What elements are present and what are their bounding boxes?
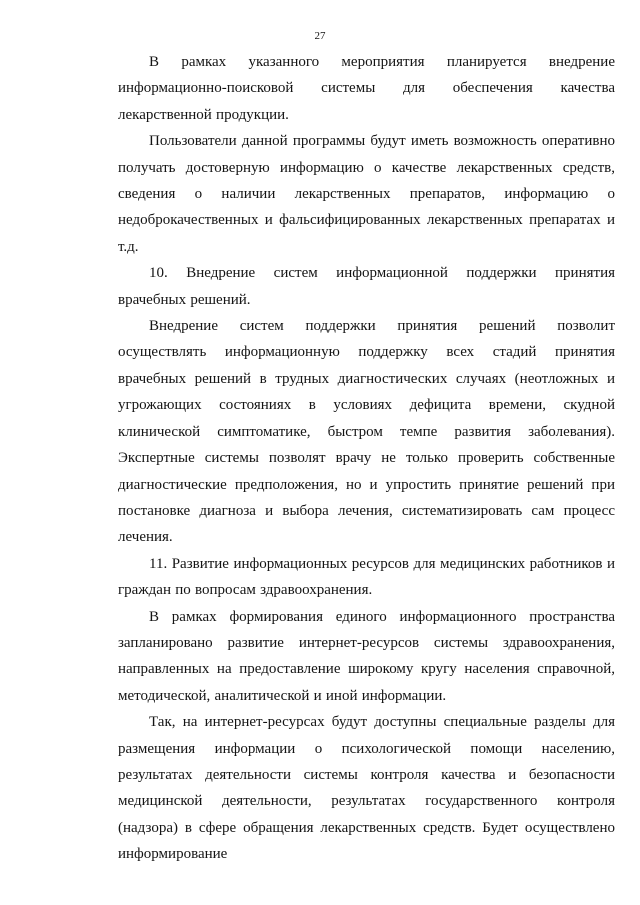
paragraph-internet-resources: Так, на интернет-ресурсах будут доступны специальные разделы для размещения информации о психологической помощи населению, результатах деятельности системы контроля качества и безопасности медицинской деятельности, результатах государственного контроля (надзора) в сфере обращения лекарственных средств. Будет осуществлено информирование xyxy=(118,714,615,863)
section-heading-10: 10. Внедрение систем информационной поддержки принятия врачебных решений. xyxy=(118,265,615,308)
page-number: 27 xyxy=(314,30,326,42)
paragraph-program-users: Пользователи данной программы будут иметь возможность оперативно получать достоверную информацию о качестве лекарственных средств, сведения о наличии лекарственных препаратов, информацию о недоброкачественных и фальсифицированных лекарственных препаратах и т.д. xyxy=(118,133,615,255)
document-body xyxy=(118,49,615,868)
paragraph-unified-info-space: В рамках формирования единого информационного пространства запланировано развитие интернет-ресурсов системы здравоохранения, направленных на предоставление широкому кругу населения справочной, методической, аналитической и иной информации. xyxy=(118,608,615,704)
section-heading-11: 11. Развитие информационных ресурсов для медицинских работников и граждан по вопросам здравоохранения. xyxy=(118,555,615,599)
paragraph-info-search-system: В рамках указанного мероприятия планируется внедрение информационно-поисковой системы для обеспечения качества лекарственной продукции. xyxy=(118,54,615,123)
paragraph-decision-support: Внедрение систем поддержки принятия решений позволит осуществлять информационную поддержку всех стадий принятия врачебных решений в трудных диагностических случаях (неотложных и угрожающих состояниях в условиях дефицита времени, скудной клинической симптоматике, быстром темпе развития заболевания). Экспертные системы позволят врачу не только проверить собственные диагностические предположения, но и упростить принятие решений при постановке диагноза и выбора лечения, систематизировать сам процесс лечения. xyxy=(118,318,615,546)
